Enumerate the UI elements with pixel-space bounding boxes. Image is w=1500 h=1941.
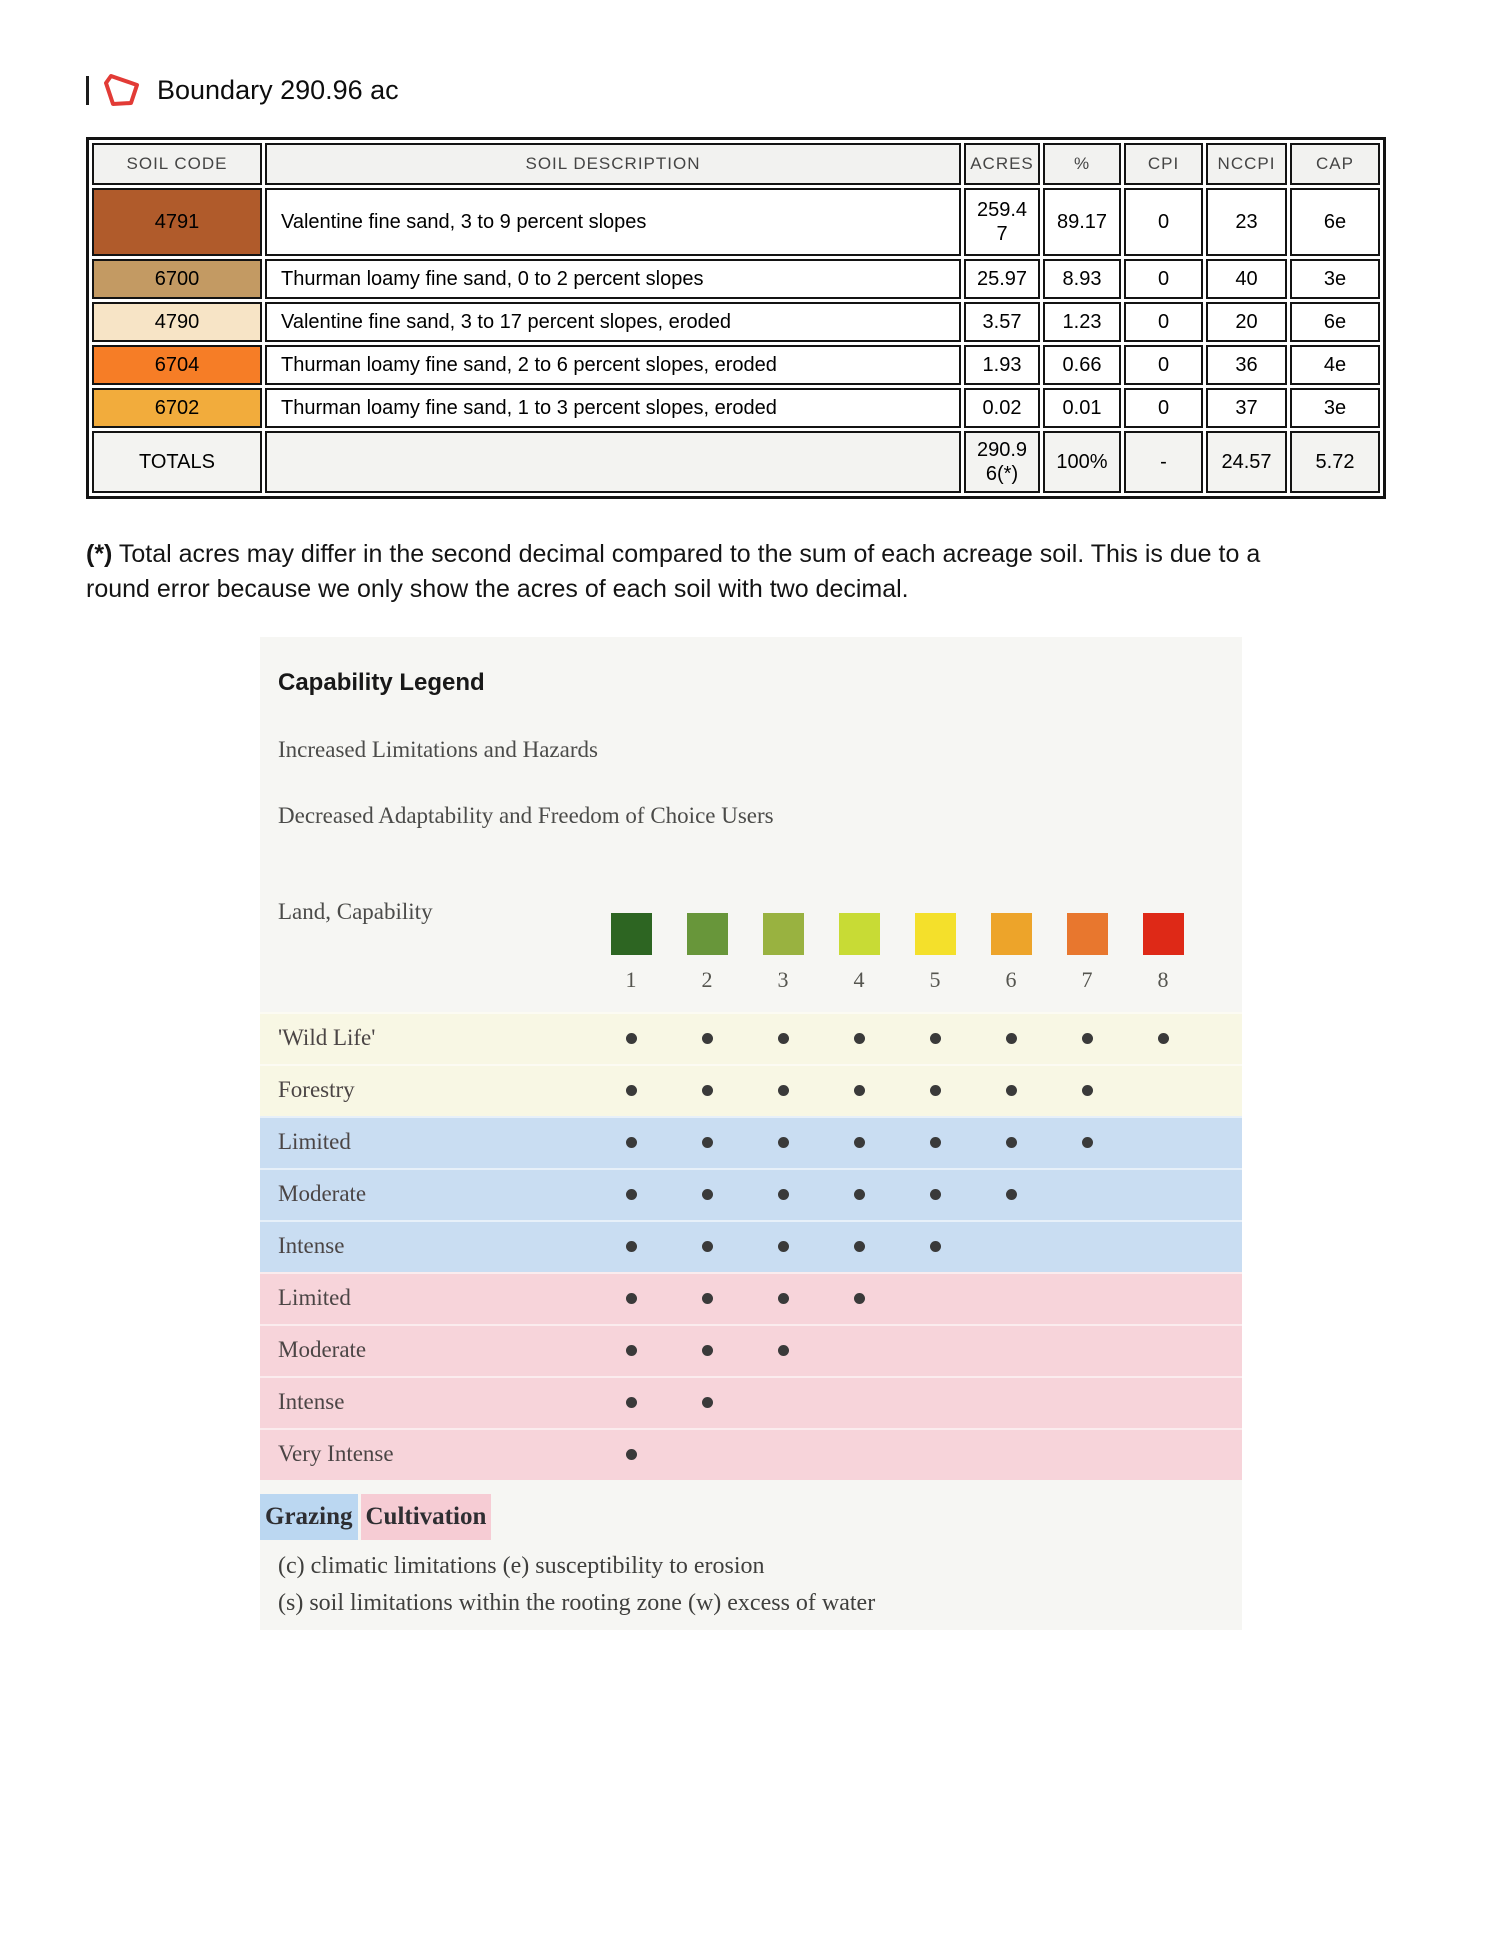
capability-row-label: Moderate [278,1337,367,1362]
capability-dot [930,1241,941,1252]
capability-dot [1082,1033,1093,1044]
capability-dot [702,1345,713,1356]
soil-acres-cell: 25.97 [964,259,1040,299]
capability-dot [854,1033,865,1044]
soil-cap-cell: 4e [1290,345,1380,385]
capability-dot [1006,1137,1017,1148]
soil-row [92,188,1380,256]
soil-nccpi-cell: 40 [1206,259,1287,299]
capability-dot [854,1137,865,1148]
soil-row [92,345,1380,385]
capability-class-swatch [839,913,880,955]
capability-dot [778,1293,789,1304]
capability-row-label: Intense [278,1389,345,1414]
capability-class-swatch [763,913,804,955]
land-capability-label: Land, Capability [278,899,433,924]
soil-percent-cell: 89.17 [1043,188,1121,256]
soil-cpi-cell: 0 [1124,259,1203,299]
footnote-marker: (*) [86,540,113,568]
totals-cap: 5.72 [1290,431,1380,493]
capability-dot [778,1345,789,1356]
capability-class-swatch [1143,913,1184,955]
legend-subtitle-adaptability: Decreased Adaptability and Freedom of Choice Users [278,803,774,828]
soil-acres-cell: 1.93 [964,345,1040,385]
legend-group-chips [260,1494,491,1540]
capability-dot [778,1241,789,1252]
soil-nccpi-cell: 36 [1206,345,1287,385]
capability-dot [930,1189,941,1200]
capability-dot [930,1137,941,1148]
capability-dot [1082,1137,1093,1148]
col-nccpi: NCCPI [1206,143,1287,185]
capability-row-label: 'Wild Life' [278,1025,376,1050]
boundary-label: Boundary 290.96 ac [157,74,399,105]
capability-class-swatch [611,913,652,955]
capability-dot [1082,1085,1093,1096]
soil-table-header-row [92,143,1380,185]
col-cap: CAP [1290,143,1380,185]
capability-dot [702,1085,713,1096]
capability-dot [626,1293,637,1304]
col-acres: ACRES [964,143,1040,185]
soil-row [92,388,1380,428]
capability-dot [626,1397,637,1408]
capability-dot [1006,1033,1017,1044]
capability-row-grazing [260,1168,1242,1220]
capability-class-swatch [687,913,728,955]
capability-dot [778,1137,789,1148]
soil-code-cell: 4791 [92,188,262,256]
capability-row-grazing [260,1116,1242,1168]
capability-row-cultivation [260,1324,1242,1376]
capability-dot [778,1085,789,1096]
boundary-polygon-icon [100,70,144,110]
capability-dot [778,1033,789,1044]
capability-row-grazing [260,1220,1242,1272]
soil-code-cell: 4790 [92,302,262,342]
capability-row-cultivation [260,1428,1242,1480]
capability-class-number: 7 [1081,967,1093,992]
capability-row-wildlife [260,1012,1242,1064]
capability-dot [626,1449,637,1460]
legend-subtitle-limitations: Increased Limitations and Hazards [278,737,598,762]
capability-class-number: 1 [625,967,637,992]
soil-row [92,259,1380,299]
capability-row-label: Moderate [278,1181,367,1206]
soil-cpi-cell: 0 [1124,388,1203,428]
soil-code-cell: 6700 [92,259,262,299]
capability-dot [702,1293,713,1304]
col-soil-description: SOIL DESCRIPTION [265,143,961,185]
capability-dot [854,1241,865,1252]
capability-dot [1006,1189,1017,1200]
soil-cpi-cell: 0 [1124,188,1203,256]
soil-nccpi-cell: 37 [1206,388,1287,428]
capability-row-cultivation [260,1376,1242,1428]
legend-chip-grazing: Grazing [260,1494,358,1540]
capability-row-label: Limited [278,1285,351,1310]
soil-acres-cell: 259.47 [964,188,1040,256]
capability-dot [626,1137,637,1148]
capability-row-label: Limited [278,1129,351,1154]
soil-description-cell: Valentine fine sand, 3 to 9 percent slopes [265,188,961,256]
capability-dot [702,1137,713,1148]
capability-dot [702,1397,713,1408]
soil-totals-row [92,431,1380,493]
capability-dot [854,1189,865,1200]
capability-dot [626,1241,637,1252]
soil-description-cell: Thurman loamy fine sand, 2 to 6 percent slopes, eroded [265,345,961,385]
soil-percent-cell: 0.01 [1043,388,1121,428]
capability-class-number: 2 [701,967,713,992]
soil-description-cell: Thurman loamy fine sand, 0 to 2 percent slopes [265,259,961,299]
capability-class-swatch [915,913,956,955]
soil-cpi-cell: 0 [1124,302,1203,342]
totals-acres: 290.96(*) [964,431,1040,493]
soil-cpi-cell: 0 [1124,345,1203,385]
col-percent: % [1043,143,1121,185]
capability-dot [702,1033,713,1044]
totals-nccpi: 24.57 [1206,431,1287,493]
soil-nccpi-cell: 23 [1206,188,1287,256]
col-soil-code: SOIL CODE [92,143,262,185]
capability-dot [778,1189,789,1200]
capability-class-number: 4 [853,967,865,992]
capability-row-label: Intense [278,1233,345,1258]
totals-label: TOTALS [92,431,262,493]
capability-dot [854,1293,865,1304]
totals-description [265,431,961,493]
divider [86,76,89,105]
col-cpi: CPI [1124,143,1203,185]
capability-dot [854,1085,865,1096]
soil-acres-cell: 0.02 [964,388,1040,428]
legend-footnote-ce: (c) climatic limitations (e) susceptibility to erosion [278,1553,765,1579]
capability-rows [260,1012,1242,1480]
capability-class-number: 3 [777,967,789,992]
soil-code-cell: 6702 [92,388,262,428]
capability-row-wildlife [260,1064,1242,1116]
capability-class-number: 6 [1005,967,1017,992]
capability-dot [930,1085,941,1096]
capability-legend-panel [260,637,1242,1630]
soil-row [92,302,1380,342]
capability-dot [930,1033,941,1044]
soil-code-cell: 6704 [92,345,262,385]
legend-footnote-sw: (s) soil limitations within the rooting zone (w) excess of water [278,1590,876,1616]
capability-class-number: 5 [929,967,941,992]
capability-dot [626,1189,637,1200]
soil-cap-cell: 6e [1290,188,1380,256]
soil-description-cell: Valentine fine sand, 3 to 17 percent slopes, eroded [265,302,961,342]
capability-class-number: 8 [1157,967,1169,992]
soil-description-cell: Thurman loamy fine sand, 1 to 3 percent slopes, eroded [265,388,961,428]
capability-dot [702,1241,713,1252]
capability-class-swatch [991,913,1032,955]
capability-dot [1158,1033,1169,1044]
soil-nccpi-cell: 20 [1206,302,1287,342]
soil-percent-cell: 8.93 [1043,259,1121,299]
capability-dot [1006,1085,1017,1096]
capability-dot [626,1085,637,1096]
soil-percent-cell: 0.66 [1043,345,1121,385]
capability-dot [626,1345,637,1356]
legend-chip-cultivation: Cultivation [361,1494,492,1540]
capability-row-label: Very Intense [278,1441,394,1466]
soil-cap-cell: 3e [1290,388,1380,428]
capability-dot [626,1033,637,1044]
soil-table-body [92,188,1380,428]
capability-row-label: Forestry [278,1077,355,1102]
soil-table [86,137,1386,499]
soil-acres-cell: 3.57 [964,302,1040,342]
totals-percent: 100% [1043,431,1121,493]
soil-cap-cell: 6e [1290,302,1380,342]
soil-cap-cell: 3e [1290,259,1380,299]
legend-title: Capability Legend [278,669,485,696]
footnote-text: Total acres may differ in the second decimal compared to the sum of each acreage soil. This is due to a round error because we only show the acres of each soil with two decimal. [86,540,1261,603]
boundary-header [86,70,399,110]
capability-class-swatch [1067,913,1108,955]
capability-row-cultivation [260,1272,1242,1324]
soil-percent-cell: 1.23 [1043,302,1121,342]
acres-rounding-footnote [86,537,1276,607]
totals-cpi: - [1124,431,1203,493]
capability-dot [702,1189,713,1200]
